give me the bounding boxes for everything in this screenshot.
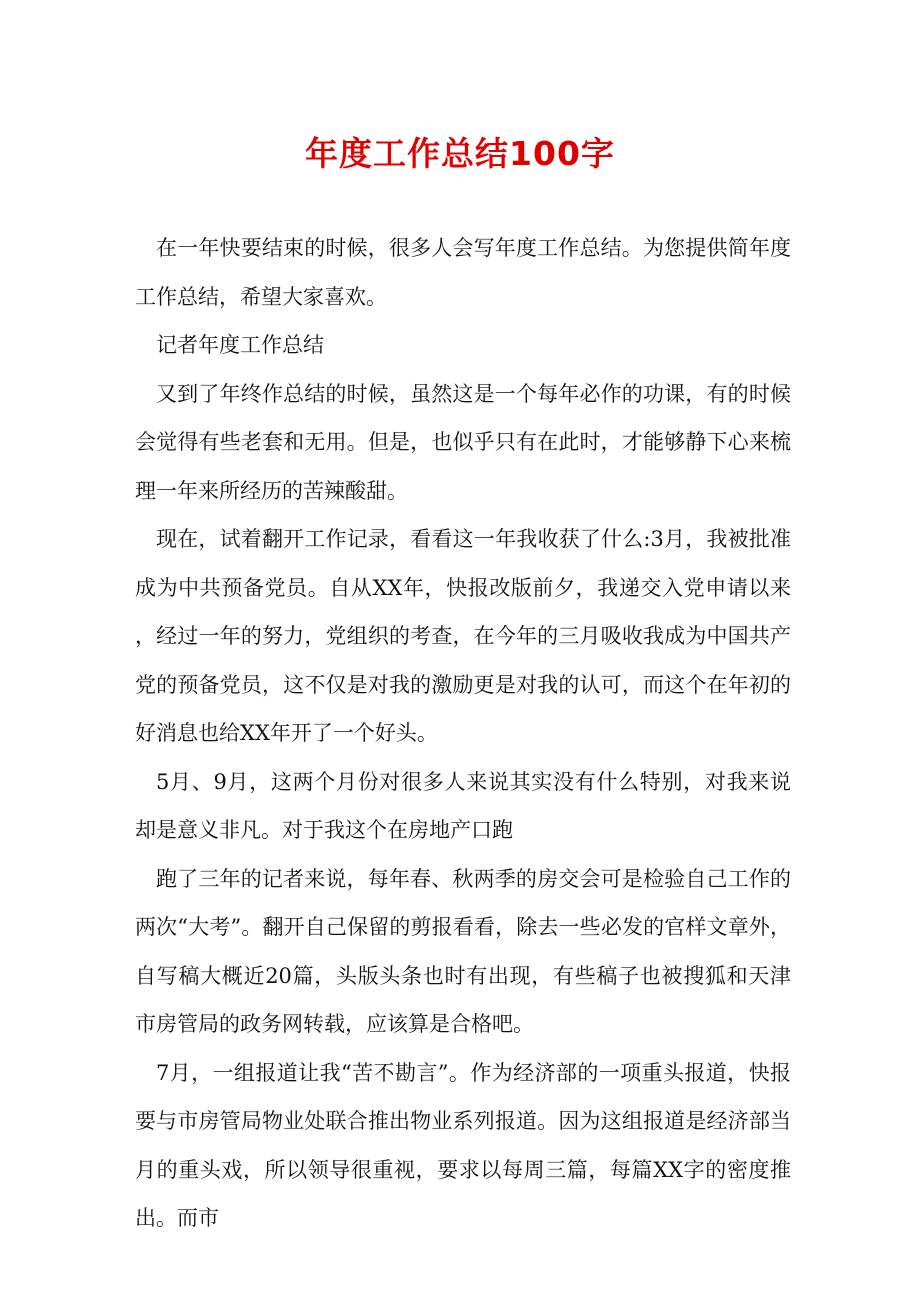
document-title: 年度工作总结100字 [305, 134, 615, 173]
paragraph: 7月，一组报道让我“苦不勘言”。作为经济部的一项重头报道，快报要与市房管局物业处联合推出物业系列报道。因为这组报道是经济部当月的重头戏，所以领导很重视，要求以每周三篇，每篇XX字的密度推出。而市 [135, 1060, 791, 1230]
section-heading: 记者年度工作总结 [156, 333, 324, 357]
paragraph: 又到了年终作总结的时候，虽然这是一个每年必作的功课，有的时候会觉得有些老套和无用。但是，也似乎只有在此时，才能够静下心来梳理一年来所经历的苦辣酸甜。 [135, 381, 791, 503]
document-body [135, 224, 791, 1243]
paragraph: 现在，试着翻开工作记录，看看这一年我收获了什么:3月，我被批准成为中共预备党员。自从XX年，快报改版前夕，我递交入党申请以来，经过一年的努力，党组织的考查，在今年的三月吸收我成为中国共产党的预备党员，这不仅是对我的激励更是对我的认可，而这个在年初的好消息也给XX年开了一个好头。 [135, 527, 791, 745]
paragraph: 5月、9月，这两个月份对很多人来说其实没有什么特别，对我来说却是意义非凡。对于我这个在房地产口跑 [135, 769, 791, 842]
paragraph: 跑了三年的记者来说，每年春、秋两季的房交会可是检验自己工作的两次“大考”。翻开自己保留的剪报看看，除去一些必发的官样文章外，自写稿大概近20篇，头版头条也时有出现，有些稿子也被搜狐和天津市房管局的政务网转载，应该算是合格吧。 [135, 866, 791, 1036]
paragraph-intro: 在一年快要结束的时候，很多人会写年度工作总结。为您提供简年度工作总结，希望大家喜欢。 [135, 236, 791, 309]
